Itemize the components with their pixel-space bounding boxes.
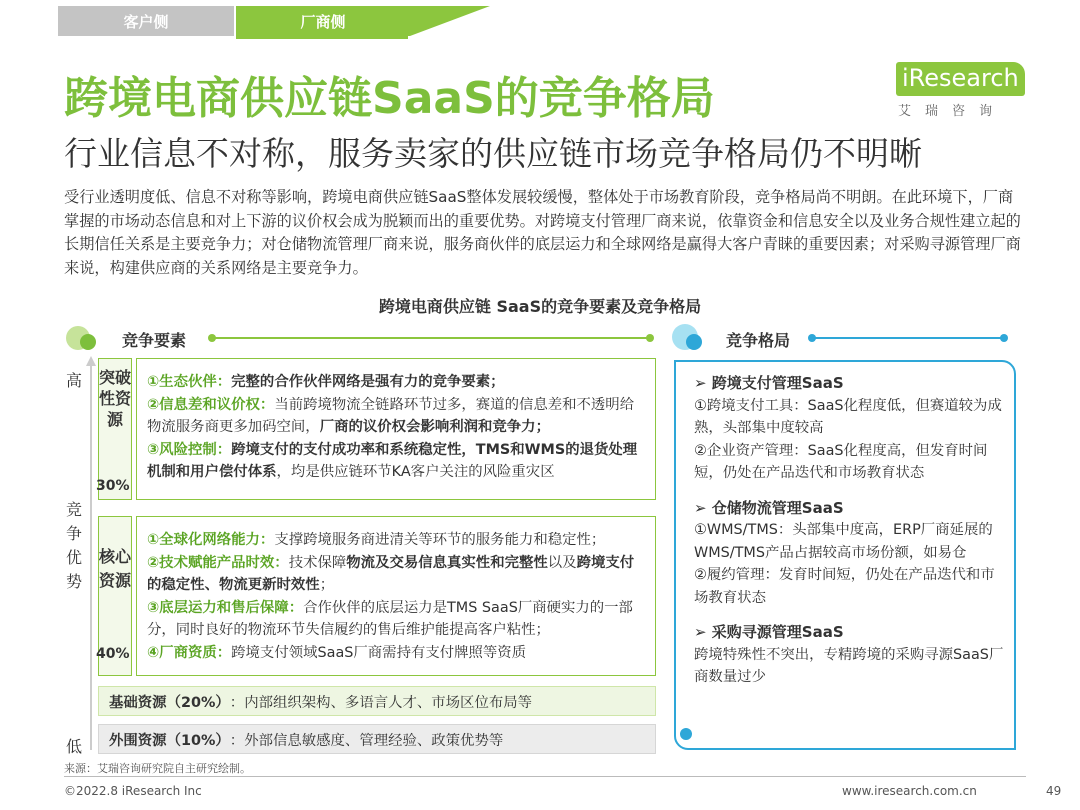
- list-item: ③底层运力和售后保障：合作伙伴的底层运力是TMS SaaS厂商硬实力的一部分，同时良好的物流环节失信履约的售后维护能提高客户粘性；: [147, 599, 633, 638]
- list-item: ④厂商资质：跨境支付领域SaaS厂商需持有支付牌照等资质: [147, 644, 527, 661]
- external-resource-bar: 外围资源（10%） ：外部信息敏感度、管理经验、政策优势等: [98, 724, 656, 754]
- tab-arrow-decoration: [410, 6, 490, 36]
- divider-dot: [1000, 334, 1008, 342]
- tab-vendor-label: 厂商侧: [300, 12, 346, 31]
- list-item: ①全球化网络能力：支撑跨境服务商进清关等环节的服务能力和稳定性；: [147, 532, 606, 548]
- header-circle-icon: [686, 334, 702, 350]
- list-item: ③风险控制：跨境支付的支付成功率和系统稳定性，TMS和WMS的退货处理机制和用户偿付体系，均是供应链环节KA客户关注的风险重灾区: [147, 441, 638, 480]
- section-line: 跨境特殊性不突出，专精跨境的采购寻源SaaS厂商数量过少: [694, 646, 1004, 685]
- list-item: ②技术赋能产品时效：技术保障物流及交易信息真实性和完整性以及跨境支付的稳定性、物流更新时效性；: [147, 554, 635, 593]
- breakthrough-percent: 30%: [96, 478, 130, 494]
- breakthrough-resource-label: 突破性资源: [98, 358, 132, 500]
- basic-resource-bar: 基础资源（20%） ：内部组织架构、多语言人才、市场区位布局等: [98, 686, 656, 716]
- core-resource-label: 核心资源: [98, 516, 132, 676]
- competition-factors-header: 竞争要素: [122, 331, 187, 350]
- section-line: ②履约管理：发育时间短，仍处在产品迭代和市场教育状态: [694, 567, 995, 606]
- tab-client-label: 客户侧: [123, 12, 169, 31]
- logo-subtitle: 艾瑞咨询: [898, 104, 1007, 119]
- header-circle-icon: [80, 334, 96, 350]
- divider-dot: [646, 334, 654, 342]
- intro-paragraph: 受行业透明度低、信息不对称等影响，跨境电商供应链SaaS整体发展较缓慢，整体处于市场教育阶段，竞争格局尚不明朗。在此环境下，厂商掌握的市场动态信息和对上下游的议价权会成为脱颖而出的重要优势。对跨境支付管理厂商来说，依靠资金和信息安全以及业务合规性建立起的长期信任关系是主要竞争力；对仓储物流管理厂商来说，服务商伙伴的底层运力和全球网络是赢得大客户青睐的重要因素；对采购寻源管理厂商来说，构建供应商的关系网络是主要竞争力。: [64, 188, 1021, 277]
- axis-label: 竞争优势: [66, 500, 83, 591]
- iresearch-logo: [890, 60, 1026, 120]
- logo-word: iResearch: [896, 62, 1025, 96]
- section-heading: ➢ 跨境支付管理SaaS: [694, 374, 844, 392]
- header-divider: [812, 337, 1002, 339]
- list-item: ①生态伙伴：完整的合作伙伴网络是强有力的竞争要素；: [147, 374, 505, 390]
- list-item: ②信息差和议价权：当前跨境物流全链路环节过多，赛道的信息差和不透明给物流服务商更多加码空间，厂商的议价权会影响利润和竞争力；: [147, 396, 635, 435]
- page-number: 49: [1046, 784, 1062, 798]
- page-subtitle: 行业信息不对称，服务卖家的供应链市场竞争格局仍不明晰: [64, 134, 922, 173]
- landscape-section-logistics: [694, 497, 1006, 610]
- footer-website-link[interactable]: www.iresearch.com.cn: [842, 784, 977, 798]
- section-heading: ➢ 采购寻源管理SaaS: [694, 623, 844, 641]
- footer-copyright: ©2022.8 iResearch Inc: [64, 784, 202, 798]
- section-line: ②企业资产管理：SaaS化程度高，但发育时间短，仍处在产品迭代和市场教育状态: [694, 442, 988, 481]
- diagram-title: 跨境电商供应链 SaaS的竞争要素及竞争格局: [378, 297, 702, 316]
- axis-low-label: 低: [66, 737, 83, 756]
- core-percent: 40%: [96, 646, 130, 662]
- divider-dot: [208, 334, 216, 342]
- section-line: ①跨境支付工具：SaaS化程度低，但赛道较为成熟，头部集中度较高: [694, 397, 1002, 436]
- landscape-content: [694, 372, 1006, 701]
- divider-dot: [808, 334, 816, 342]
- vertical-axis: [90, 364, 92, 750]
- axis-high-label: 高: [66, 371, 83, 390]
- source-note: 来源：艾瑞咨询研究院自主研究绘制。: [64, 762, 251, 775]
- page-title: 跨境电商供应链SaaS的竞争格局: [64, 73, 715, 124]
- header-divider: [212, 337, 650, 339]
- core-content: [136, 516, 656, 676]
- tab-client[interactable]: [58, 6, 234, 36]
- breakthrough-content: [136, 358, 656, 500]
- panel-dot: [680, 728, 692, 740]
- section-heading: ➢ 仓储物流管理SaaS: [694, 498, 844, 517]
- landscape-section-sourcing: [694, 621, 1006, 689]
- tab-underline: [236, 36, 408, 39]
- competition-landscape-header: 竞争格局: [726, 331, 791, 350]
- footer-divider: [64, 776, 1026, 777]
- tab-vendor[interactable]: [236, 6, 410, 36]
- landscape-section-payment: [694, 372, 1006, 485]
- section-line: ①WMS/TMS：头部集中度高，ERP厂商延展的WMS/TMS产品占据较高市场份额，如易仓: [694, 522, 993, 561]
